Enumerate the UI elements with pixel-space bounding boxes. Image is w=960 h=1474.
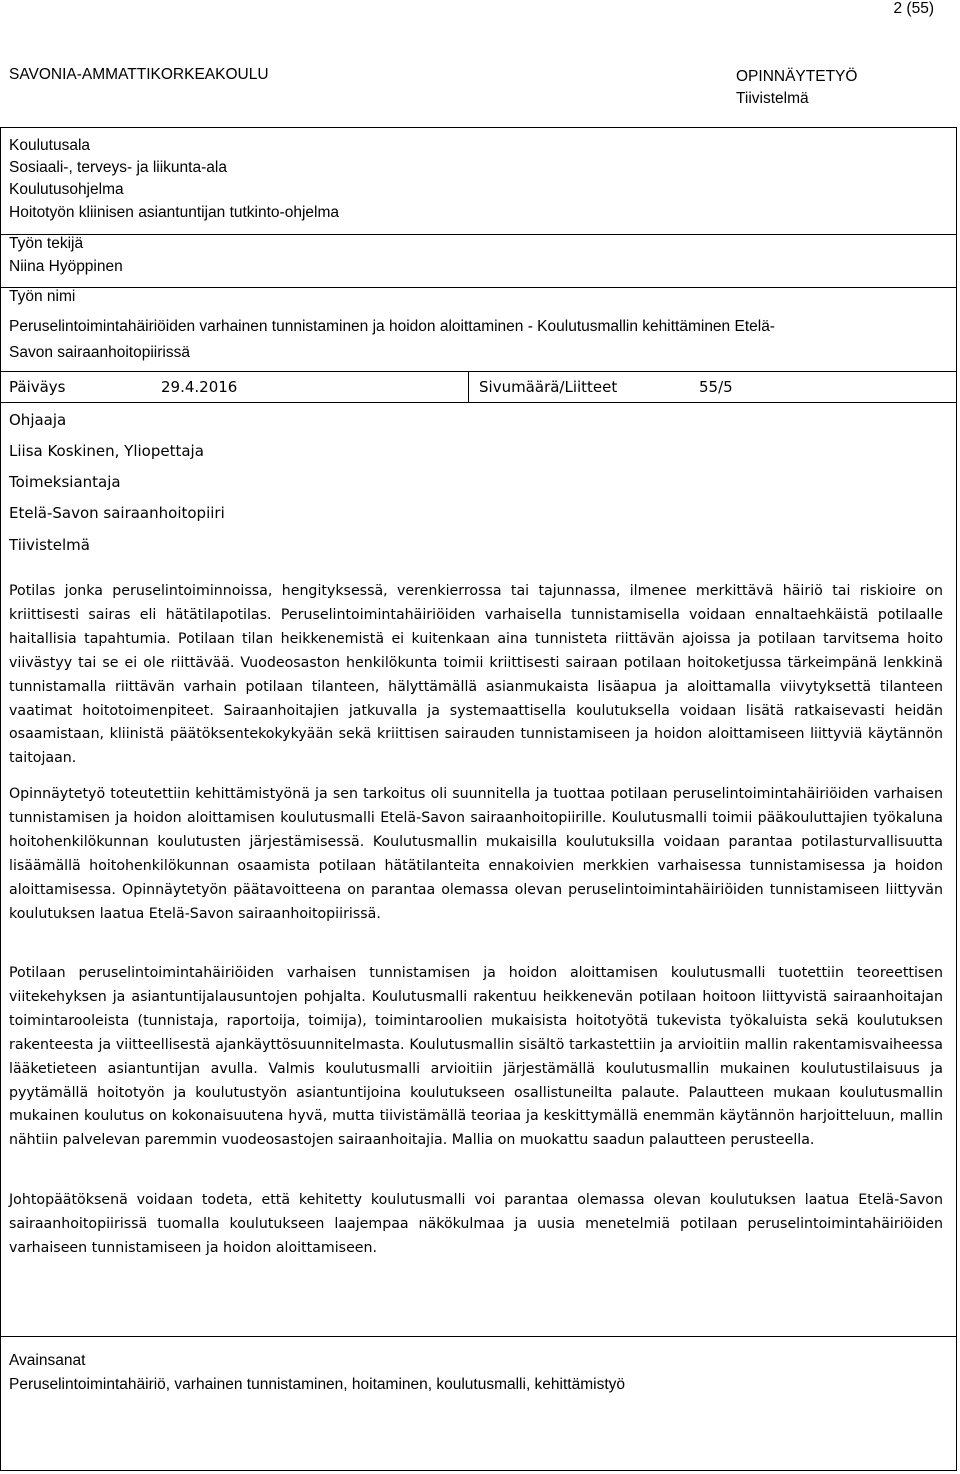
organization-name: SAVONIA-AMMATTIKORKEAKOULU	[9, 66, 269, 83]
program-label: Koulutusohjelma	[9, 181, 124, 198]
abstract-label: Tiivistelmä	[9, 536, 90, 554]
divider	[0, 1336, 957, 1337]
author-label: Työn tekijä	[9, 235, 84, 252]
title-label: Työn nimi	[9, 288, 76, 305]
divider	[0, 371, 957, 372]
field-label: Koulutusala	[9, 137, 91, 154]
abstract-paragraph: Johtopäätöksenä voidaan todeta, että kehitetty koulutusmalli voi parantaa olemassa olevan koulutuksen laatua Etelä-Savon sairaanhoitopiirissä tuomalla koulutukseen laajempaa näkökulmaa ja uusia menetelmiä potilaan peruselintoimintahäiriöiden varhaiseen tunnistamiseen ja hoidon aloittamiseen.	[9, 1192, 943, 1256]
pages-label: Sivumäärä/Liitteet	[479, 378, 618, 396]
date-value: 29.4.2016	[161, 378, 238, 396]
author-value: Niina Hyöppinen	[9, 258, 123, 275]
divider	[468, 371, 469, 402]
thesis-title-line1: Peruselintoimintahäiriöiden varhainen tunnistaminen ja hoidon aloittaminen - Koulutusmallin kehittäminen Etelä-	[9, 318, 775, 335]
divider	[0, 234, 957, 235]
document-type: OPINNÄYTETYÖ	[736, 68, 858, 85]
date-label: Päiväys	[9, 378, 66, 396]
abstract-paragraph: Opinnäytetyö toteutettiin kehittämistyönä ja sen tarkoitus oli suunnitella ja tuottaa potilaan peruselintoimintahäiriöiden varhaisen tunnistamisen ja hoidon aloittamisen koulutusmalli Etelä-Savon sairaanhoitopiirille. Koulutusmalli toimii pääkouluttajien työkaluna hoitohenkilökunnan koulutusten järjestämisessä. Koulutusmallin mukaisilla koulutuksilla voidaan parantaa potilasturvallisuutta lisäämällä hoitohenkilökunnan osaamista potilaan hätätilanteita ennakoivien merkkien varhaisessa tunnistamisessa ja hoidon aloittamisessa. Opinnäytetyön päätavoitteena on parantaa olemassa olevan peruselintoimintahäiriöiden tunnistamiseen liittyvän koulutuksen laatua Etelä-Savon sairaanhoitopiirissä.	[9, 786, 943, 922]
document-subtype: Tiivistelmä	[736, 90, 809, 107]
keywords-label: Avainsanat	[9, 1352, 86, 1369]
commissioner-label: Toimeksiantaja	[9, 473, 121, 491]
divider	[0, 402, 957, 403]
pages-value: 55/5	[699, 378, 733, 396]
commissioner-value: Etelä-Savon sairaanhoitopiiri	[9, 504, 225, 522]
program-value: Hoitotyön kliinisen asiantuntijan tutkinto-ohjelma	[9, 204, 339, 221]
page-number: 2 (55)	[893, 0, 934, 17]
field-value: Sosiaali-, terveys- ja liikunta-ala	[9, 159, 227, 176]
supervisor-label: Ohjaaja	[9, 411, 67, 429]
keywords-value: Peruselintoimintahäiriö, varhainen tunnistaminen, hoitaminen, koulutusmalli, kehittämistyö	[9, 1376, 626, 1393]
abstract-paragraph: Potilaan peruselintoimintahäiriöiden varhaisen tunnistamisen ja hoidon aloittamisen koulutusmalli tuotettiin teoreettisen viitekehyksen ja asiantuntijalausuntojen pohjalta. Koulutusmalli rakentuu heikkenevän potilaan hoitoon liittyvistä sairaanhoitajan toimintarooleista (tunnistaja, raportoija, toimija), toimintaroolien mukaisista hoitotyötä tukevista työkaluista sekä koulutuksen rakenteesta ja viitteellisestä ajankäyttösuunnitelmasta. Koulutusmallin sisältö tarkastettiin ja arvioitiin mallin rakentamisvaiheessa lääketieteen asiantuntijan avulla. Valmis koulutusmalli arvioitiin järjestämällä koulutusmallin mukainen koulutustilaisuus ja pyytämällä hoitotyön ja koulutustyön asiantuntijoina koulutukseen osallistuneilta palaute. Palautteen mukaan koulutusmallin mukainen koulutus on kokonaisuutena hyvä, mutta tiivistämällä teoriaa ja keskittymällä enemmän käytännön harjoitteluun, mallin nähtiin palvelevan paremmin vuodeosastojen sairaanhoitajia. Mallia on muokattu saadun palautteen perusteella.	[9, 965, 943, 1149]
divider	[0, 287, 957, 288]
thesis-title-line2: Savon sairaanhoitopiirissä	[9, 344, 190, 361]
abstract-paragraph: Potilas jonka peruselintoiminnoissa, hengityksessä, verenkierrossa tai tajunnassa, ilmenee merkittävä häiriö tai riskioire on kriittisesti sairas eli hätätilapotilas. Peruselintoimintahäiriöiden varhaisella tunnistamisella voidaan ennaltaehkäistä potilaalle haitallisia tapahtumia. Potilaan tilan heikkenemistä ei kuitenkaan aina tunnisteta riittävän ajoissa ja potilaan tarvitsema hoito viivästyy tai se ei ole riittävää. Vuodeosaston henkilökunta toimii kriittisesti sairaan potilaan hoitoketjussa tärkeimpänä lenkkinä tunnistamalla riittävän varhain potilaan tilanteen, hälyttämällä asianmukaista lisäapua ja aloittamalla viivytyksettä tilanteen vaatimat hoitotoimenpiteet. Sairaanhoitajien jatkuvalla ja systemaattisella koulutuksella voidaan lisätä ratkaisevasti heidän osaamistaan, kliinistä päätöksentekokykyään sekä kriittisen sairauden tunnistamiseen ja hoidon aloittamiseen liittyviä käytännön taitojaan.	[9, 583, 943, 767]
supervisor-value: Liisa Koskinen, Yliopettaja	[9, 442, 204, 460]
document-type-block	[736, 66, 857, 110]
